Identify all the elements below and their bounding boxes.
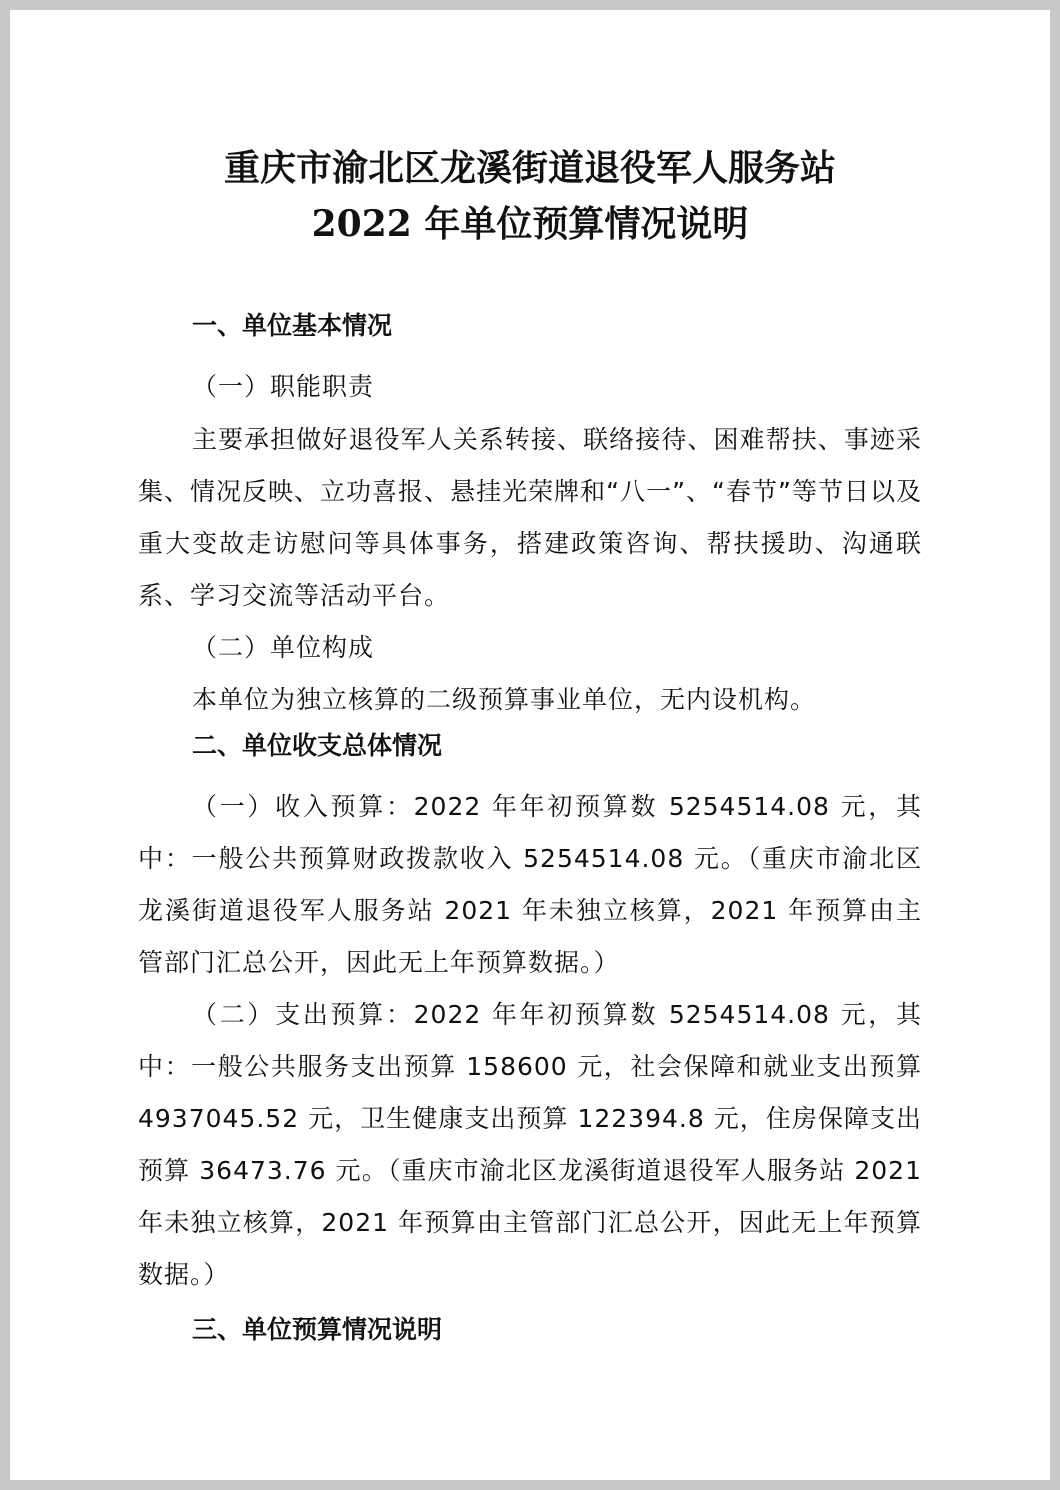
section-heading-income-expense: 二、单位收支总体情况: [192, 731, 443, 760]
document-page: [10, 10, 1050, 1480]
document-title-line-1: 重庆市渝北区龙溪街道退役军人服务站: [223, 147, 836, 189]
paragraph-income-budget: （一）收入预算：2022 年年初预算数 5254514.08 元，其中：一般公共预算财政拨款收入 5254514.08 元。（重庆市渝北区龙溪街道退役军人服务站 2021 年未独立核算，2021 年预算由主管部门汇总公开，因此无上年预算数据。）: [138, 792, 922, 977]
section-heading-basic-info: 一、单位基本情况: [192, 311, 393, 340]
subsection-heading-composition: （二）单位构成: [192, 633, 375, 662]
paragraph-duties: 主要承担做好退役军人关系转接、联络接待、困难帮扶、事迹采集、情况反映、立功喜报、悬挂光荣牌和“八一”、“春节”等节日以及重大变故走访慰问等具体事务，搭建政策咨询、帮扶援助、沟通联系、学习交流等活动平台。: [138, 425, 922, 610]
section-heading-budget-explanation: 三、单位预算情况说明: [192, 1315, 443, 1344]
paragraph-composition: 本单位为独立核算的二级预算事业单位，无内设机构。: [192, 685, 817, 714]
paragraph-expense-budget: （二）支出预算：2022 年年初预算数 5254514.08 元，其中：一般公共服务支出预算 158600 元，社会保障和就业支出预算 4937045.52 元，卫生健康支出预算 122394.8 元，住房保障支出预算 36473.76 元。（重庆市渝北区龙溪街道退役军人服务站 2021 年未独立核算，2021 年预算由主管部门汇总公开，因此无上年预算数据。）: [138, 1000, 922, 1289]
subsection-heading-duties: （一）职能职责: [192, 372, 375, 401]
document-title-line-2: 2022 年单位预算情况说明: [311, 203, 749, 245]
